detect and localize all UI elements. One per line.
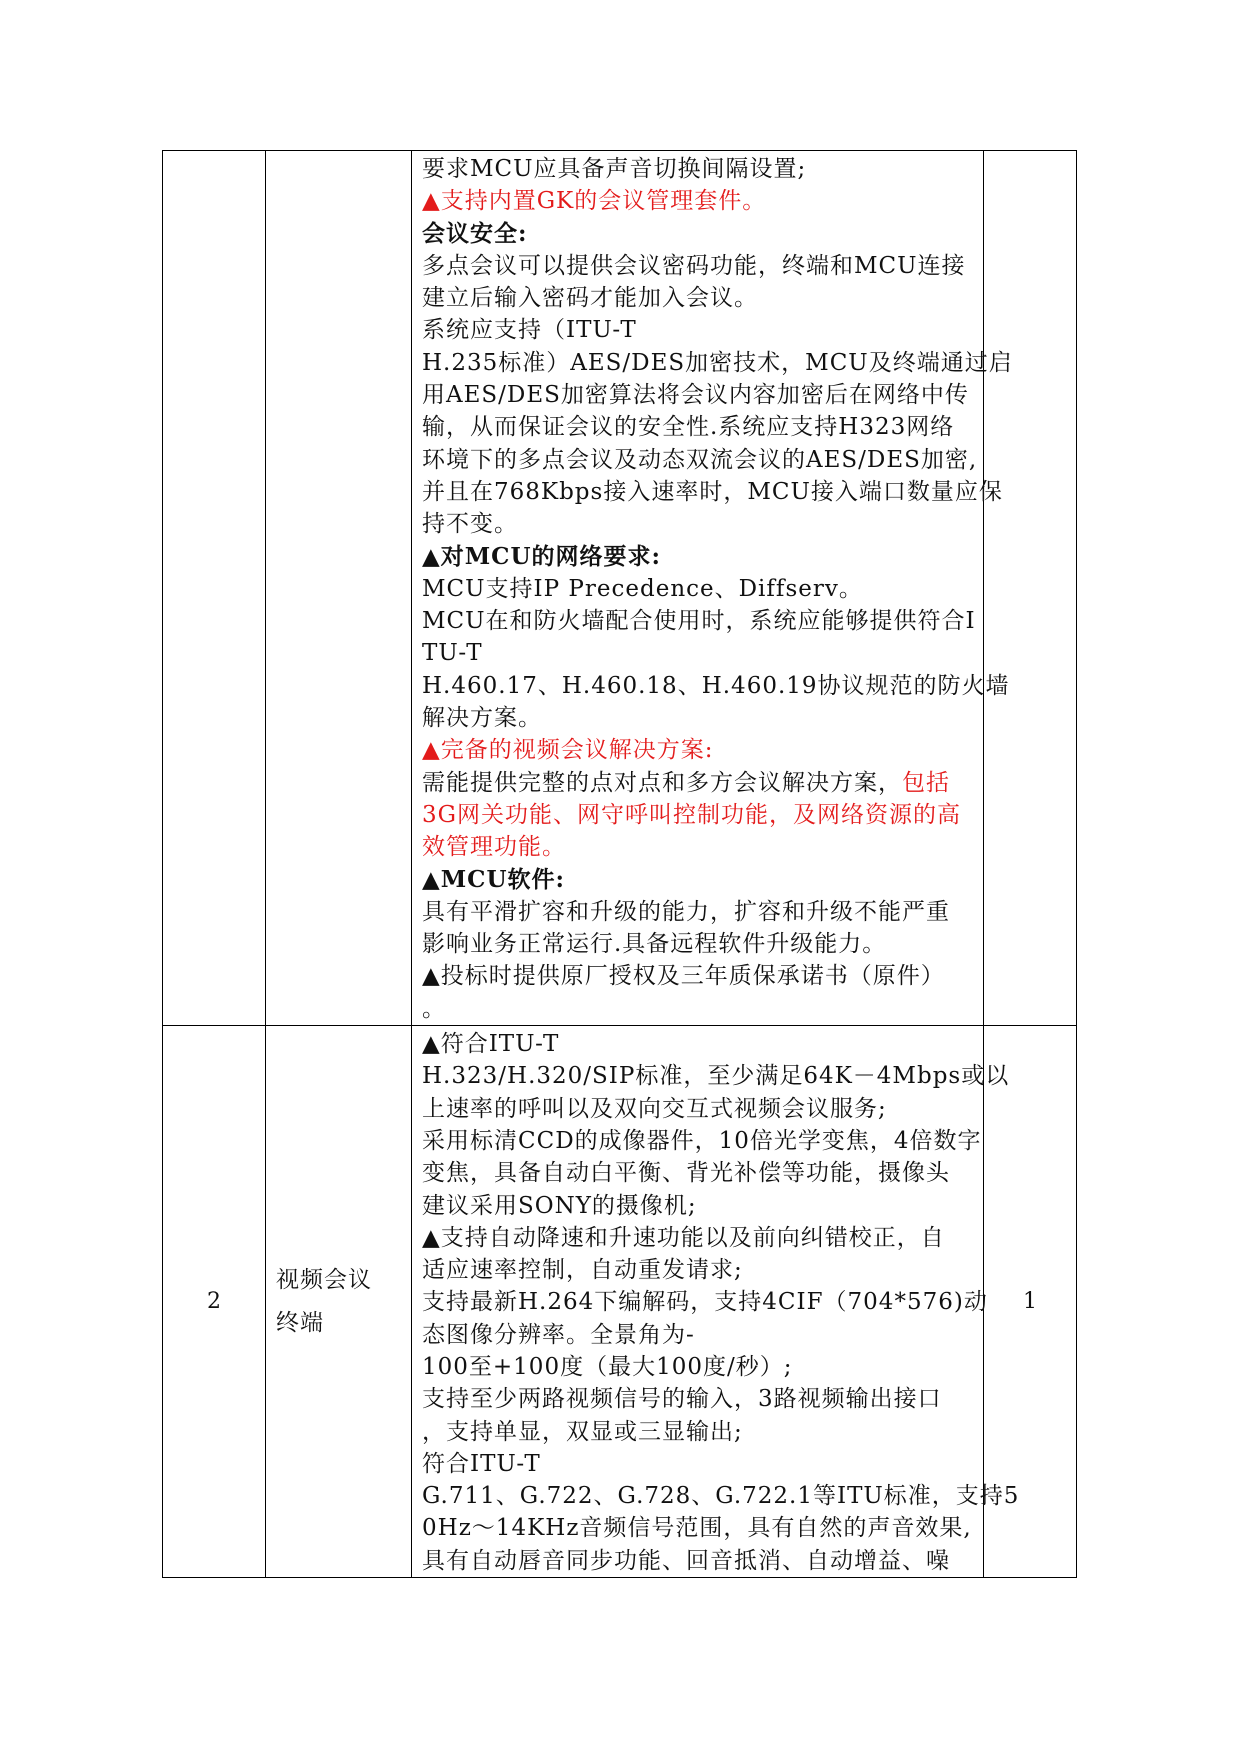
requirement-line: [422, 1383, 971, 1415]
requirement-text-segment: MCU在和防火墙配合使用时，系统应能够提供符合I: [422, 608, 976, 635]
quantity: 1: [1023, 1289, 1037, 1315]
requirement-text-segment: 符合ITU-T: [422, 1450, 541, 1477]
requirement-text-segment: 多点会议可以提供会议密码功能，终端和MCU连接: [422, 252, 966, 279]
requirement-text-segment: 系统应支持（ITU-T: [422, 317, 637, 344]
requirement-line: [422, 831, 971, 863]
requirement-text-segment: 具有平滑扩容和升级的能力，扩容和升级不能严重: [422, 898, 950, 925]
requirement-text-segment: ，支持单显，双显或三显输出;: [422, 1418, 743, 1445]
requirement-text-segment: 持不变。: [422, 511, 518, 538]
requirement-text-segment: 环境下的多点会议及动态双流会议的AES/DES加密,: [422, 446, 978, 473]
requirement-line: [422, 250, 971, 282]
item-name-line: 视频会议: [276, 1266, 372, 1293]
requirement-text-segment: 建立后输入密码才能加入会议。: [422, 285, 758, 312]
requirement-text-segment: 态图像分辨率。全景角为-: [422, 1321, 695, 1348]
requirement-text-segment: H.460.17、H.460.18、H.460.19协议规范的防火墙: [422, 672, 1010, 699]
requirement-text-segment: 适应速率控制，自动重发请求;: [422, 1257, 743, 1284]
requirement-line: [422, 1060, 1010, 1092]
requirement-text-segment: MCU支持IP Precedence、Diffserv。: [422, 575, 863, 602]
requirement-text-segment: ▲对MCU的网络要求:: [422, 542, 662, 570]
requirement-line: [422, 541, 971, 573]
requirement-line: [422, 218, 971, 250]
requirement-line: [422, 411, 971, 443]
requirement-text-segment: 包括: [902, 769, 950, 796]
requirement-line: [422, 767, 971, 799]
requirements-cell: [412, 151, 1013, 1026]
requirement-text-segment: 影响业务正常运行.具备远程软件升级能力。: [422, 931, 887, 958]
requirement-line: [422, 1190, 971, 1222]
requirement-text-segment: G.711、G.722、G.728、G.722.1等ITU标准，支持5: [422, 1483, 1020, 1510]
requirement-line: [422, 896, 971, 928]
requirement-line: [422, 1351, 971, 1383]
requirement-line: [422, 1222, 971, 1254]
requirement-line: [422, 960, 971, 992]
requirement-text-segment: ▲支持自动降速和升速功能以及前向纠错校正，自: [422, 1224, 945, 1251]
requirement-text-segment: 需能提供完整的点对点和多方会议解决方案，: [422, 769, 902, 796]
requirement-line: [422, 314, 971, 346]
requirements-cell: [412, 1026, 1020, 1578]
requirement-text-segment: 用AES/DES加密算法将会议内容加密后在网络中传: [422, 382, 969, 409]
requirement-line: [422, 153, 971, 185]
requirement-text-segment: H.323/H.320/SIP标准，至少满足64K－4Mbps或以: [422, 1063, 1010, 1090]
item-number-cell: [163, 151, 266, 1026]
requirement-line: [422, 444, 978, 476]
requirement-text-segment: 支持最新H.264下编解码，支持4CIF（704*576)动: [422, 1289, 988, 1316]
requirement-text-segment: ▲支持内置GK的会议管理套件。: [422, 188, 767, 215]
requirement-text-segment: 解决方案。: [422, 705, 542, 732]
requirement-line: [422, 637, 971, 669]
spec-table: [162, 150, 1077, 1578]
requirement-line: [422, 1480, 1020, 1512]
requirement-line: [422, 799, 971, 831]
requirements-text: [412, 151, 1013, 1025]
table-row: [163, 151, 1077, 1026]
requirement-text-segment: 具有自动唇音同步功能、回音抵消、自动增益、噪: [422, 1547, 950, 1574]
requirement-line: [422, 573, 971, 605]
requirement-line: [422, 1125, 982, 1157]
requirement-text-segment: H.235标准）AES/DES加密技术，MCU及终端通过启: [422, 349, 1013, 376]
requirement-line: [422, 1157, 971, 1189]
item-name-cell: [266, 1026, 412, 1578]
requirement-text-segment: ▲投标时提供原厂授权及三年质保承诺书（原件）: [422, 963, 945, 990]
requirement-text-segment: 输，从而保证会议的安全性.系统应支持H323网络: [422, 414, 955, 441]
requirement-line: [422, 1028, 971, 1060]
requirement-text-segment: 0Hz～14KHz音频信号范围，具有自然的声音效果,: [422, 1515, 972, 1542]
requirement-line: [422, 605, 976, 637]
requirement-line: [422, 670, 1010, 702]
item-number-cell: [163, 1026, 266, 1578]
requirement-line: [422, 1254, 971, 1286]
requirement-text-segment: ▲符合ITU-T: [422, 1031, 560, 1058]
requirement-line: [422, 1512, 971, 1544]
requirement-text-segment: 3G网关功能、网守呼叫控制功能，及网络资源的高: [422, 801, 962, 828]
requirement-line: [422, 1416, 971, 1448]
requirement-line: [422, 928, 971, 960]
table-row: [163, 1026, 1077, 1578]
requirement-text-segment: 100至+100度（最大100度/秒）;: [422, 1353, 793, 1380]
requirement-line: [422, 993, 971, 1025]
requirement-text-segment: 建议采用SONY的摄像机;: [422, 1192, 697, 1219]
requirement-line: [422, 379, 971, 411]
requirement-line: [422, 1545, 971, 1577]
requirement-text-segment: TU-T: [422, 640, 483, 667]
requirement-text-segment: 上速率的呼叫以及双向交互式视频会议服务;: [422, 1095, 887, 1122]
requirements-text: [412, 1026, 1020, 1577]
item-name: [266, 1259, 411, 1345]
item-name-cell: [266, 151, 412, 1026]
item-name-line: 终端: [276, 1309, 324, 1336]
requirement-line: [422, 476, 1003, 508]
quantity-cell: [984, 151, 1077, 1026]
requirement-line: [422, 1319, 971, 1351]
requirement-text-segment: ▲完备的视频会议解决方案:: [422, 737, 714, 764]
requirement-text-segment: 采用标清CCD的成像器件，10倍光学变焦，4倍数字: [422, 1127, 982, 1154]
requirement-line: [422, 734, 971, 766]
requirement-text-segment: 并且在768Kbps接入速率时，MCU接入端口数量应保: [422, 478, 1003, 505]
requirement-line: [422, 702, 971, 734]
requirement-line: [422, 185, 971, 217]
requirement-text-segment: 会议安全:: [422, 219, 528, 247]
requirement-line: [422, 1093, 971, 1125]
requirement-line: [422, 1286, 988, 1318]
requirement-text-segment: 变焦，具备自动白平衡、背光补偿等功能，摄像头: [422, 1160, 950, 1187]
requirement-text-segment: 支持至少两路视频信号的输入，3路视频输出接口: [422, 1386, 942, 1413]
requirement-line: [422, 282, 971, 314]
requirement-text-segment: 。: [422, 995, 446, 1022]
requirement-line: [422, 508, 971, 540]
requirement-line: [422, 1448, 971, 1480]
requirement-text-segment: ▲MCU软件:: [422, 865, 566, 893]
requirement-text-segment: 效管理功能。: [422, 834, 566, 861]
item-number: 2: [207, 1289, 221, 1315]
requirement-line: [422, 347, 1013, 379]
requirement-text-segment: 要求MCU应具备声音切换间隔设置;: [422, 156, 807, 182]
requirement-line: [422, 864, 971, 896]
